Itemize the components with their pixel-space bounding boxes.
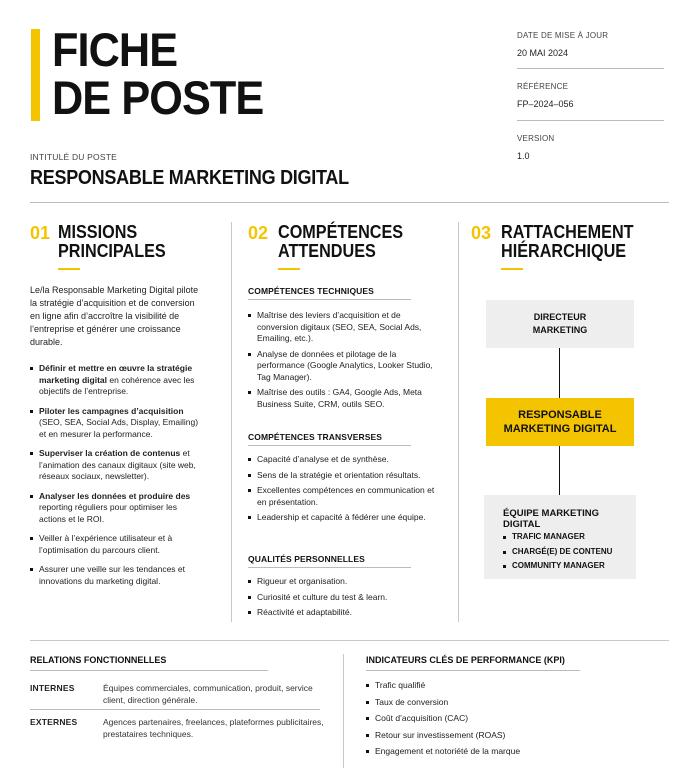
transversal-skill-item: Leadership et capacité à fédérer une équipe. xyxy=(248,512,438,524)
mission-item xyxy=(30,491,205,526)
mission-item-bold: Superviser la création de contenus xyxy=(39,448,181,458)
missions-list xyxy=(30,363,205,595)
mission-item-text: et l’animation des canaux digitaux (site web, réseaux sociaux, newsletter). xyxy=(39,448,196,481)
mission-item-text: Assurer une veille sur les tendances et innovations du marketing digital. xyxy=(39,564,185,586)
column-separator xyxy=(458,222,459,622)
org-box-director xyxy=(486,300,634,348)
relations-title: RELATIONS FONCTIONNELLES xyxy=(30,655,167,665)
transversal-skill-item: Sens de la stratégie et orientation résultats. xyxy=(248,470,438,482)
mission-item xyxy=(30,533,205,556)
missions-intro: Le/la Responsable Marketing Digital pilote la stratégie d’acquisition et de conversion en ligne afin d’accroître la visibilité de l’entreprise et générer une croissance durable. xyxy=(30,285,199,347)
version-block xyxy=(517,134,664,161)
post-label: INTITULÉ DU POSTE xyxy=(30,152,117,162)
title-accent-bar xyxy=(31,29,40,121)
section-title-line: COMPÉTENCES xyxy=(278,222,404,242)
transversal-skill-item: Excellentes compétences en communication et en présentation. xyxy=(248,485,438,508)
internal-label: INTERNES xyxy=(30,683,75,693)
subsection-divider xyxy=(248,445,411,446)
mission-item-bold: Analyser les données et produire des xyxy=(39,490,191,501)
subsection-title-personal: QUALITÉS PERSONNELLES xyxy=(248,554,365,564)
update-date-block xyxy=(517,31,664,58)
personal-quality-item: Curiosité et culture du test & learn. xyxy=(248,592,438,604)
technical-skills-list xyxy=(248,310,438,414)
section-number: 03 xyxy=(471,223,492,243)
post-title: RESPONSABLE MARKETING DIGITAL xyxy=(30,167,349,189)
mission-item-text: en cohérence avec les objectifs de l’entreprise. xyxy=(39,374,195,396)
mission-item-text: (SEO, SEA, Social Ads, Display, Emailing) et en mesurer la performance. xyxy=(39,417,199,439)
subsection-title-transversal: COMPÉTENCES TRANSVERSES xyxy=(248,432,383,442)
kpi-item: Engagement et notoriété de la marque xyxy=(366,746,520,757)
org-box-label: RESPONSABLE xyxy=(518,409,602,421)
section-underline xyxy=(58,268,80,270)
relations-row-divider xyxy=(30,709,320,710)
personal-quality-item: Réactivité et adaptabilité. xyxy=(248,607,438,619)
org-box-label: MARKETING xyxy=(532,325,588,335)
kpi-divider xyxy=(366,670,580,671)
transversal-skills-list xyxy=(248,454,438,528)
subsection-divider xyxy=(248,567,411,568)
relations-divider xyxy=(30,670,268,671)
section-underline xyxy=(501,268,523,270)
document-title-line1: FICHE xyxy=(52,23,178,76)
section-title-hierarchy xyxy=(501,223,634,261)
section-title-line: RATTACHEMENT xyxy=(501,222,634,242)
section-title-line: MISSIONS xyxy=(58,222,138,242)
footer-divider xyxy=(30,640,669,641)
update-date-label: DATE DE MISE À JOUR xyxy=(517,31,609,40)
section-underline xyxy=(278,268,300,270)
external-text: Agences partenaires, freelances, plateformes publicitaires, prestataires techniques. xyxy=(103,717,324,739)
kpi-title: INDICATEURS CLÉS DE PERFORMANCE (KPI) xyxy=(366,655,565,665)
org-connector-line xyxy=(559,348,560,398)
kpi-item: Taux de conversion xyxy=(366,697,520,708)
reference-block xyxy=(517,82,664,109)
section-title-missions xyxy=(58,223,166,261)
personal-quality-item: Rigueur et organisation. xyxy=(248,576,438,588)
technical-skill-item: Analyse de données et pilotage de la performance (Google Analytics, Looker Studio, Tag Manager). xyxy=(248,349,438,384)
subsection-title-technical: COMPÉTENCES TECHNIQUES xyxy=(248,286,374,296)
version-value: 1.0 xyxy=(517,151,530,161)
mission-item xyxy=(30,448,205,483)
section-number: 01 xyxy=(30,223,51,243)
transversal-skill-item: Capacité d’analyse et de synthèse. xyxy=(248,454,438,466)
section-title-competences xyxy=(278,223,403,261)
personal-qualities-list xyxy=(248,576,438,623)
internal-text: Équipes commerciales, communication, produit, service client, direction générale. xyxy=(103,683,313,705)
document-title xyxy=(52,23,264,124)
team-member-item: COMMUNITY MANAGER xyxy=(503,559,612,574)
org-box-team xyxy=(484,495,636,579)
mission-item xyxy=(30,564,205,587)
technical-skill-item: Maîtrise des outils : GA4, Google Ads, Meta Business Suite, CRM, outils SEO. xyxy=(248,387,438,410)
header-divider xyxy=(30,202,669,203)
mission-item xyxy=(30,363,205,398)
section-title-line: PRINCIPALES xyxy=(58,241,166,261)
org-box-label: MARKETING DIGITAL xyxy=(503,423,617,435)
team-members-list xyxy=(503,530,612,574)
mission-item-text: Veiller à l’expérience utilisateur et à l’optimisation du parcours client. xyxy=(39,533,173,555)
org-box-label: DIRECTEUR xyxy=(533,312,587,322)
document-title-line2: DE POSTE xyxy=(52,71,264,124)
section-number: 02 xyxy=(248,223,269,243)
version-label: VERSION xyxy=(517,134,555,143)
kpi-item: Coût d’acquisition (CAC) xyxy=(366,713,520,724)
subsection-divider xyxy=(248,299,411,300)
kpi-item: Retour sur investissement (ROAS) xyxy=(366,730,520,741)
reference-label: RÉFÉRENCE xyxy=(517,82,569,91)
section-title-line: HIÉRARCHIQUE xyxy=(501,241,627,261)
mission-item-text: reporting réguliers pour optimiser les actions et le ROI. xyxy=(39,502,177,524)
kpi-list xyxy=(366,680,520,763)
org-connector-line xyxy=(559,446,560,495)
column-separator xyxy=(343,654,344,768)
external-label: EXTERNES xyxy=(30,717,78,727)
update-date-value: 20 MAI 2024 xyxy=(517,48,569,58)
mission-item-bold: Définir et mettre en œuvre la stratégie marketing digital xyxy=(39,363,193,385)
team-title: ÉQUIPE MARKETING DIGITAL xyxy=(503,508,600,530)
meta-divider xyxy=(517,68,664,69)
mission-item-bold: Piloter les campagnes d’acquisition xyxy=(39,405,184,416)
section-title-line: ATTENDUES xyxy=(278,241,376,261)
column-separator xyxy=(231,222,232,622)
team-member-item: TRAFIC MANAGER xyxy=(503,530,612,545)
technical-skill-item: Maîtrise des leviers d’acquisition et de conversion digitaux (SEO, SEA, Social Ads, Emailing, etc.). xyxy=(248,310,438,345)
mission-item xyxy=(30,406,205,441)
reference-value: FP–2024–056 xyxy=(517,99,574,109)
team-member-item: CHARGÉ(E) DE CONTENU xyxy=(503,545,612,560)
org-box-responsable xyxy=(486,398,634,446)
meta-divider xyxy=(517,120,664,121)
kpi-item: Trafic qualifié xyxy=(366,680,520,691)
